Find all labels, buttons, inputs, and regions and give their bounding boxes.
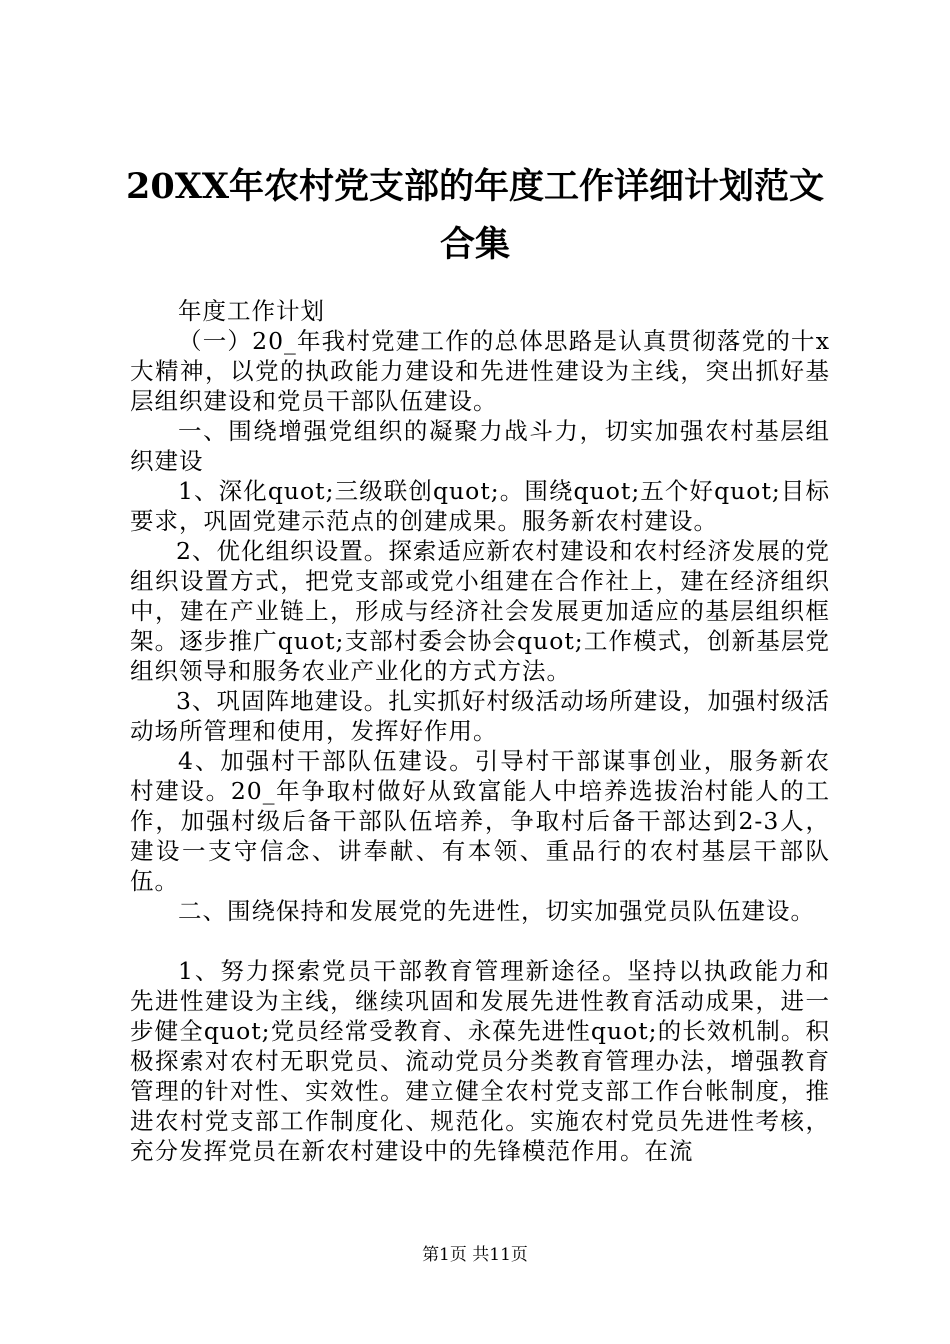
paragraph: 2、优化组织设置。探索适应新农村建设和农村经济发展的党组织设置方式，把党支部或党小组建在合作社上，建在经济组织中，建在产业链上，形成与经济社会发展更加适应的基层组织框架。逐步推广quot;支部村委会协会quot;工作模式，创新基层党组织领导和服务农业产业化的方式方法。 <box>130 537 830 685</box>
title-line-1: 20XX年农村党支部的年度工作详细计划范文 <box>125 166 825 207</box>
paragraph: 1、深化quot;三级联创quot;。围绕quot;五个好quot;目标要求，巩固党建示范点的创建成果。服务新农村建设。 <box>130 477 830 535</box>
section-heading: 一、围绕增强党组织的凝聚力战斗力，切实加强农村基层组织建设 <box>130 417 830 475</box>
title-line-2: 合集 <box>439 224 510 265</box>
document-body <box>130 296 830 1166</box>
paragraph: （一）20_年我村党建工作的总体思路是认真贯彻落党的十x大精神，以党的执政能力建设和先进性建设为主线，突出抓好基层组织建设和党员干部队伍建设。 <box>130 327 830 415</box>
paragraph: 1、努力探索党员干部教育管理新途径。坚持以执政能力和先进性建设为主线，继续巩固和发展先进性教育活动成果，进一步健全quot;党员经常受教育、永葆先进性quot;的长效机制。积极探索对农村无职党员、流动党员分类教育管理办法，增强教育管理的针对性、实效性。建立健全农村党支部工作台帐制度，推进农村党支部工作制度化、规范化。实施农村党员先进性考核，充分发挥党员在新农村建设中的先锋模范作用。在流 <box>130 957 830 1165</box>
paragraph-heading: 年度工作计划 <box>178 297 325 325</box>
document-title <box>120 158 830 274</box>
paragraph-gap <box>130 926 830 956</box>
section-heading: 二、围绕保持和发展党的先进性，切实加强党员队伍建设。 <box>178 897 815 925</box>
paragraph: 3、巩固阵地建设。扎实抓好村级活动场所建设，加强村级活动场所管理和使用，发挥好作用。 <box>130 687 830 745</box>
page-footer: 第1页 共11页 <box>422 1245 528 1265</box>
paragraph: 4、加强村干部队伍建设。引导村干部谋事创业，服务新农村建设。20_年争取村做好从致富能人中培养选拔治村能人的工作，加强村级后备干部队伍培养，争取村后备干部达到2-3人，建设一支守信念、讲奉献、有本领、重品行的农村基层干部队伍。 <box>130 747 830 895</box>
